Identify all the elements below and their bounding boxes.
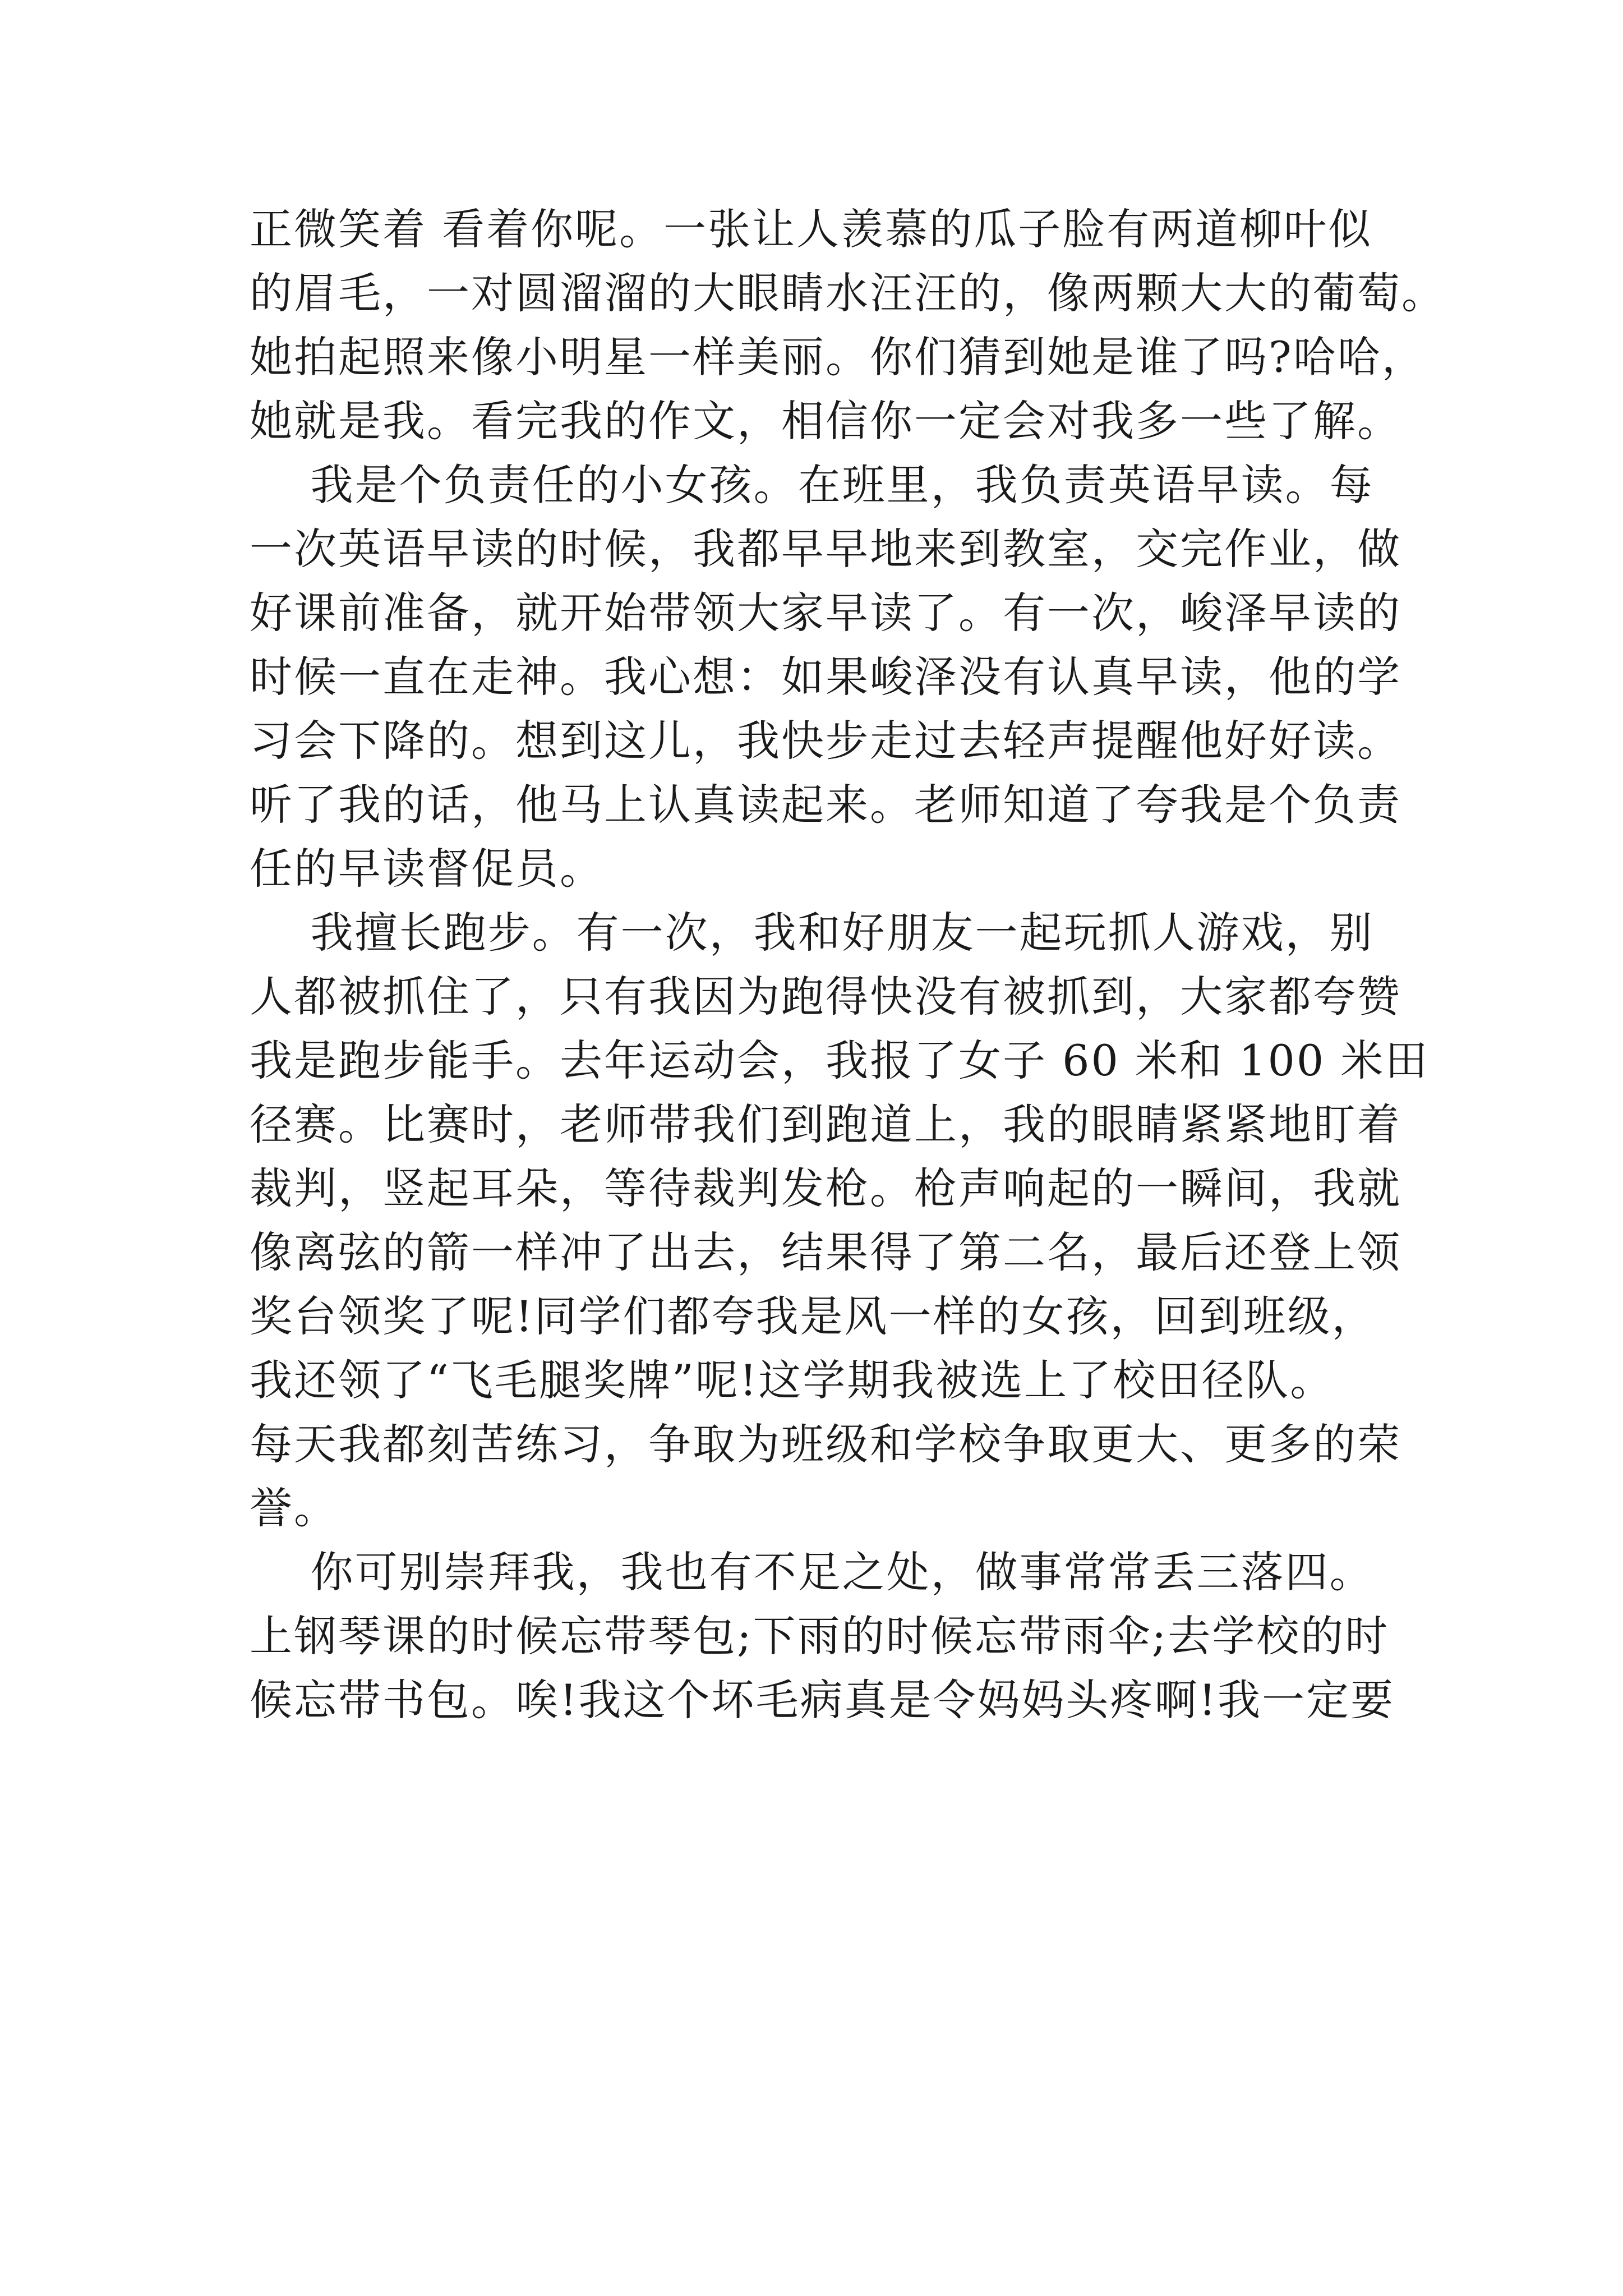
text-line: 裁判，竖起耳朵，等待裁判发枪。枪声响起的一瞬间，我就 — [250, 1163, 1401, 1213]
text-line: 人都被抓住了，只有我因为跑得快没有被抓到，大家都夸赞 — [250, 972, 1401, 1022]
text-line: 我是跑步能手。去年运动会，我报了女子 60 米和 100 米田 — [250, 1036, 1430, 1085]
text-line: 誉。 — [250, 1483, 338, 1533]
text-line: 你可别崇拜我，我也有不足之处，做事常常丢三落四。 — [250, 1547, 1374, 1597]
text-line: 我擅长跑步。有一次，我和好朋友一起玩抓人游戏，别 — [250, 908, 1374, 958]
text-line: 奖台领奖了呢!同学们都夸我是风一样的女孩，回到班级， — [250, 1291, 1376, 1341]
text-line: 我还领了“飞毛腿奖牌”呢!这学期我被选上了校田径队。 — [250, 1355, 1335, 1405]
text-line: 径赛。比赛时，老师带我们到跑道上，我的眼睛紧紧地盯着 — [250, 1099, 1401, 1149]
text-line: 的眉毛，一对圆溜溜的大眼睛水汪汪的，像两颗大大的葡萄。 — [250, 268, 1446, 318]
text-line: 我是个负责任的小女孩。在班里，我负责英语早读。每 — [250, 460, 1374, 510]
paragraph-3 — [250, 901, 1430, 1540]
text-line: 习会下降的。想到这儿，我快步走过去轻声提醒他好好读。 — [250, 716, 1401, 766]
text-line: 她拍起照来像小明星一样美丽。你们猜到她是谁了吗?哈哈， — [250, 332, 1426, 382]
text-line: 时候一直在走神。我心想：如果峻泽没有认真早读，他的学 — [250, 652, 1401, 702]
paragraph-1 — [250, 197, 1446, 453]
text-line: 好课前准备，就开始带领大家早读了。有一次，峻泽早读的 — [250, 588, 1401, 638]
document-body — [250, 197, 1446, 1732]
text-line: 像离弦的箭一样冲了出去，结果得了第二名，最后还登上领 — [250, 1227, 1401, 1277]
paragraph-4 — [250, 1540, 1405, 1732]
text-line: 任的早读督促员。 — [250, 844, 604, 894]
text-line: 听了我的话，他马上认真读起来。老师知道了夸我是个负责 — [250, 780, 1401, 830]
text-line: 上钢琴课的时候忘带琴包;下雨的时候忘带雨伞;去学校的时 — [250, 1611, 1390, 1661]
text-line: 每天我都刻苦练习，争取为班级和学校争取更大、更多的荣 — [250, 1419, 1401, 1469]
paragraph-2 — [250, 453, 1405, 901]
text-line: 正微笑着 看着你呢。一张让人羡慕的瓜子脸有两道柳叶似 — [250, 204, 1373, 254]
text-line: 候忘带书包。唉!我这个坏毛病真是令妈妈头疼啊!我一定要 — [250, 1675, 1395, 1725]
text-line: 她就是我。看完我的作文，相信你一定会对我多一些了解。 — [250, 396, 1401, 446]
text-line: 一次英语早读的时候，我都早早地来到教室，交完作业，做 — [250, 524, 1401, 574]
